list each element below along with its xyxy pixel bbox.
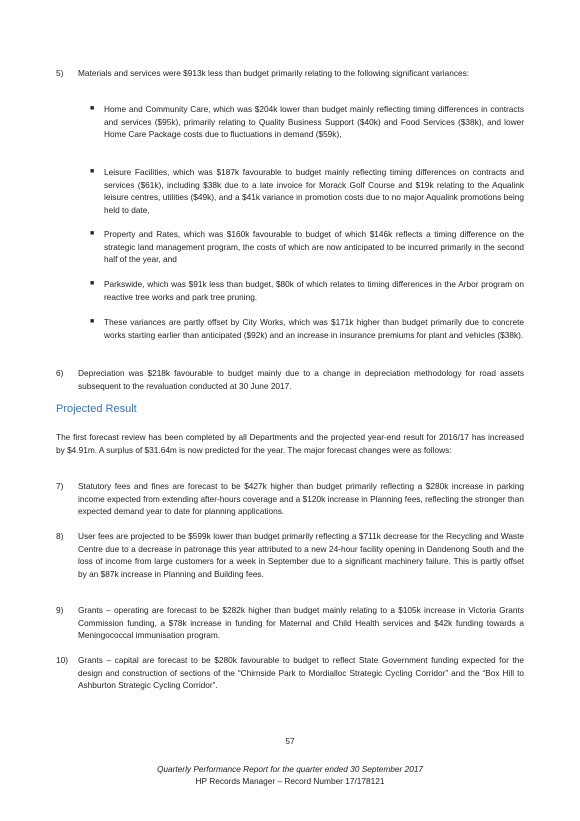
item-text: Statutory fees and fines are forecast to be $427k higher than budget primarily reflecting a $280k increase in parking income expected from extending after-hours coverage and a $120k increase in Planning fees, reflecting the stronger than expected demand year to date for planning applications. bbox=[78, 481, 524, 517]
bullet-marker: ■ bbox=[90, 168, 95, 175]
section-heading: Projected Result bbox=[56, 403, 137, 415]
bullet-text: Parkswide, which was $91k less than budget, $80k of which relates to timing differences in the Arbor program on reactive tree works and park tree pruning. bbox=[104, 279, 524, 302]
bullet-marker: ■ bbox=[90, 318, 95, 325]
item-text: Grants – operating are forecast to be $282k higher than budget mainly relating to a $105k increase in Victoria Grants Commission funding, a $78k increase in funding for Maternal and Child Health services and $42k funding towards a Meningococcal immunisation program. bbox=[78, 605, 524, 641]
bullet-marker: ■ bbox=[90, 105, 95, 112]
item-number: 9) bbox=[56, 605, 64, 615]
item-text: Materials and services were $913k less than budget primarily relating to the following significant variances: bbox=[78, 68, 470, 78]
item-number: 6) bbox=[56, 368, 64, 378]
page-number: 57 bbox=[285, 736, 295, 746]
item-number: 8) bbox=[56, 531, 64, 541]
item-text: Depreciation was $218k favourable to budget mainly due to a change in depreciation methodology for road assets subsequent to the revaluation conducted at 30 June 2017. bbox=[78, 368, 524, 391]
section-intro: The first forecast review has been completed by all Departments and the projected year-end result for 2016/17 has increased by $4.91m. A surplus of $31.64m is now predicted for the year. The major forecast changes were as follows: bbox=[56, 432, 524, 455]
bullet-text: Home and Community Care, which was $204k lower than budget mainly reflecting timing differences in contracts and services ($95k), primarily relating to Quality Business Support ($40k) and Food Services ($38k), and lower Home Care Package costs due to fluctuations in demand ($59k), bbox=[104, 104, 524, 140]
item-number: 10) bbox=[56, 655, 68, 665]
bullet-marker: ■ bbox=[90, 230, 95, 237]
report-title: Quarterly Performance Report for the quarter ended 30 September 2017 bbox=[156, 764, 424, 774]
item-text: User fees are projected to be $599k lower than budget primarily reflecting a $711k decrease for the Recycling and Waste Centre due to a decrease in patronage this year attributed to a new 24-hour facility opening in Dandenong South and the loss of income from large customers for a week in September due to a significant machinery failure. This is partly offset by an $87k increase in Planning and Building fees. bbox=[78, 531, 524, 579]
bullet-marker: ■ bbox=[90, 280, 95, 287]
item-text: Grants – capital are forecast to be $280k favourable to budget to reflect State Government funding expected for the design and construction of sections of the “Chirnside Park to Mordialloc Strategic Cycling Corridor” and the “Box Hill to Ashburton Strategic Cycling Corridor”. bbox=[78, 655, 524, 691]
bullet-text: These variances are partly offset by City Works, which was $171k higher than budget primarily due to concrete works starting earlier than anticipated ($92k) and an increase in insurance premiums for plant and vehicles ($38k). bbox=[104, 317, 524, 340]
record-number: HP Records Manager – Record Number 17/178121 bbox=[195, 776, 385, 786]
bullet-text: Property and Rates, which was $160k favourable to budget of which $146k reflects a timing difference on the strategic land management program, the costs of which are now anticipated to be incurred primarily in the second half of the year, and bbox=[104, 229, 524, 265]
item-number: 5) bbox=[56, 68, 64, 78]
bullet-text: Leisure Facilities, which was $187k favourable to budget mainly reflecting timing differences on contracts and services ($61k), including $38k due to a late invoice for Morack Golf Course and $19k relating to the Aqualink leisure centres, utilities ($49k), and a $41k variance in promotion costs due to no major Aqualink promotions being held to date, bbox=[104, 167, 524, 215]
item-number: 7) bbox=[56, 481, 64, 491]
